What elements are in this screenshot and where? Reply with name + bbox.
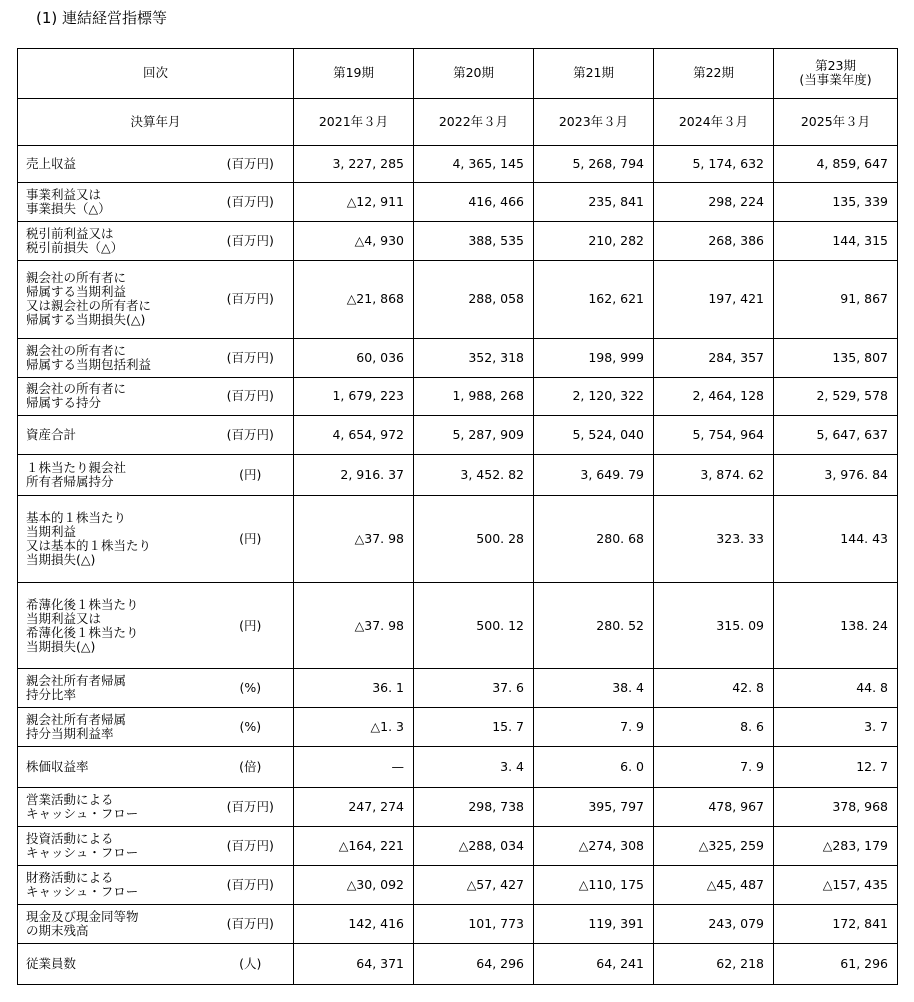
row-unit-label: (百万円): [208, 338, 294, 377]
value-cell: 172, 841: [774, 904, 898, 943]
value-cell: 37. 6: [414, 669, 534, 708]
value-cell: 138. 24: [774, 582, 898, 668]
table-body: [18, 49, 898, 985]
table-row: [18, 496, 898, 582]
value-cell: 5, 754, 964: [654, 416, 774, 455]
table-row: [18, 416, 898, 455]
value-cell: 91, 867: [774, 260, 898, 338]
value-cell: 268, 386: [654, 221, 774, 260]
value-cell: 6. 0: [534, 747, 654, 788]
value-cell: 1, 679, 223: [294, 377, 414, 416]
value-cell: △325, 259: [654, 827, 774, 866]
value-cell: 388, 535: [414, 221, 534, 260]
row-unit-label: (百万円): [208, 260, 294, 338]
value-cell: 62, 218: [654, 943, 774, 984]
value-cell: 8. 6: [654, 708, 774, 747]
row-unit-label: (百万円): [208, 865, 294, 904]
value-cell: △57, 427: [414, 865, 534, 904]
value-cell: 5, 647, 637: [774, 416, 898, 455]
table-row: [18, 788, 898, 827]
header-period-20: 第20期: [414, 49, 534, 99]
header-period-22: 第22期: [654, 49, 774, 99]
row-item-label: 現金及び現金同等物 の期末残高: [18, 904, 208, 943]
value-cell: 135, 807: [774, 338, 898, 377]
header-date-21: 2023年３月: [534, 98, 654, 146]
row-unit-label: (倍): [208, 747, 294, 788]
value-cell: 162, 621: [534, 260, 654, 338]
row-item-label: 親会社の所有者に 帰属する当期利益 又は親会社の所有者に 帰属する当期損失(△): [18, 260, 208, 338]
row-item-label: 基本的１株当たり 当期利益 又は基本的１株当たり 当期損失(△): [18, 496, 208, 582]
section-heading: (1) 連結経営指標等: [36, 9, 168, 27]
value-cell: 144. 43: [774, 496, 898, 582]
table-row: [18, 221, 898, 260]
row-item-label: 資産合計: [18, 416, 208, 455]
row-unit-label: (%): [208, 669, 294, 708]
header-period-23: 第23期 (当事業年度): [774, 49, 898, 99]
value-cell: 4, 859, 647: [774, 146, 898, 183]
value-cell: 15. 7: [414, 708, 534, 747]
value-cell: 3, 452. 82: [414, 455, 534, 496]
row-unit-label: (百万円): [208, 416, 294, 455]
table-row: [18, 669, 898, 708]
value-cell: 2, 916. 37: [294, 455, 414, 496]
value-cell: 5, 287, 909: [414, 416, 534, 455]
header-label-date: 決算年月: [18, 98, 294, 146]
row-item-label: 親会社の所有者に 帰属する当期包括利益: [18, 338, 208, 377]
value-cell: 144, 315: [774, 221, 898, 260]
row-unit-label: (円): [208, 582, 294, 668]
value-cell: 500. 28: [414, 496, 534, 582]
value-cell: 3. 7: [774, 708, 898, 747]
value-cell: 352, 318: [414, 338, 534, 377]
value-cell: 44. 8: [774, 669, 898, 708]
value-cell: △274, 308: [534, 827, 654, 866]
value-cell: 36. 1: [294, 669, 414, 708]
value-cell: △37. 98: [294, 582, 414, 668]
table-row: [18, 582, 898, 668]
value-cell: 395, 797: [534, 788, 654, 827]
value-cell: 378, 968: [774, 788, 898, 827]
row-item-label: 財務活動による キャッシュ・フロー: [18, 865, 208, 904]
value-cell: △12, 911: [294, 182, 414, 221]
row-item-label: 売上収益: [18, 146, 208, 183]
header-period-21: 第21期: [534, 49, 654, 99]
value-cell: △37. 98: [294, 496, 414, 582]
row-unit-label: (百万円): [208, 904, 294, 943]
value-cell: 4, 654, 972: [294, 416, 414, 455]
value-cell: 416, 466: [414, 182, 534, 221]
table-row: [18, 455, 898, 496]
table-row: [18, 904, 898, 943]
consolidated-indicators-table: [17, 48, 898, 985]
value-cell: 4, 365, 145: [414, 146, 534, 183]
row-unit-label: (百万円): [208, 146, 294, 183]
value-cell: 247, 274: [294, 788, 414, 827]
value-cell: 12. 7: [774, 747, 898, 788]
value-cell: △164, 221: [294, 827, 414, 866]
value-cell: 3, 649. 79: [534, 455, 654, 496]
row-item-label: 税引前利益又は 税引前損失（△）: [18, 221, 208, 260]
value-cell: 64, 371: [294, 943, 414, 984]
value-cell: 1, 988, 268: [414, 377, 534, 416]
value-cell: △21, 868: [294, 260, 414, 338]
value-cell: 478, 967: [654, 788, 774, 827]
value-cell: 3, 976. 84: [774, 455, 898, 496]
row-unit-label: (%): [208, 708, 294, 747]
table-row: [18, 708, 898, 747]
value-cell: 60, 036: [294, 338, 414, 377]
value-cell: 101, 773: [414, 904, 534, 943]
value-cell: 280. 68: [534, 496, 654, 582]
value-cell: 284, 357: [654, 338, 774, 377]
row-unit-label: (人): [208, 943, 294, 984]
value-cell: 315. 09: [654, 582, 774, 668]
row-unit-label: (百万円): [208, 788, 294, 827]
value-cell: 198, 999: [534, 338, 654, 377]
value-cell: 210, 282: [534, 221, 654, 260]
value-cell: △288, 034: [414, 827, 534, 866]
value-cell: 61, 296: [774, 943, 898, 984]
row-item-label: 株価収益率: [18, 747, 208, 788]
value-cell: 323. 33: [654, 496, 774, 582]
value-cell: 5, 174, 632: [654, 146, 774, 183]
row-item-label: 親会社所有者帰属 持分比率: [18, 669, 208, 708]
row-item-label: 投資活動による キャッシュ・フロー: [18, 827, 208, 866]
table-row: [18, 747, 898, 788]
row-item-label: 営業活動による キャッシュ・フロー: [18, 788, 208, 827]
value-cell: △1. 3: [294, 708, 414, 747]
table-row: [18, 338, 898, 377]
value-cell: 235, 841: [534, 182, 654, 221]
value-cell: △45, 487: [654, 865, 774, 904]
value-cell: 7. 9: [534, 708, 654, 747]
table-row: [18, 182, 898, 221]
value-cell: 243, 079: [654, 904, 774, 943]
value-cell: 64, 241: [534, 943, 654, 984]
row-item-label: 従業員数: [18, 943, 208, 984]
value-cell: 64, 296: [414, 943, 534, 984]
value-cell: △110, 175: [534, 865, 654, 904]
value-cell: 288, 058: [414, 260, 534, 338]
value-cell: 3, 227, 285: [294, 146, 414, 183]
row-unit-label: (円): [208, 496, 294, 582]
row-item-label: 事業利益又は 事業損失（△）: [18, 182, 208, 221]
header-date-20: 2022年３月: [414, 98, 534, 146]
value-cell: 197, 421: [654, 260, 774, 338]
value-cell: 2, 464, 128: [654, 377, 774, 416]
value-cell: 142, 416: [294, 904, 414, 943]
row-unit-label: (百万円): [208, 377, 294, 416]
table-row: [18, 827, 898, 866]
row-unit-label: (百万円): [208, 221, 294, 260]
row-item-label: 親会社所有者帰属 持分当期利益率: [18, 708, 208, 747]
value-cell: 7. 9: [654, 747, 774, 788]
value-cell: 119, 391: [534, 904, 654, 943]
value-cell: 38. 4: [534, 669, 654, 708]
row-unit-label: (円): [208, 455, 294, 496]
header-date-23: 2025年３月: [774, 98, 898, 146]
value-cell: 500. 12: [414, 582, 534, 668]
value-cell: 298, 224: [654, 182, 774, 221]
value-cell: 280. 52: [534, 582, 654, 668]
value-cell: 3. 4: [414, 747, 534, 788]
table-row: [18, 146, 898, 183]
value-cell: 2, 529, 578: [774, 377, 898, 416]
table-row: [18, 865, 898, 904]
row-unit-label: (百万円): [208, 182, 294, 221]
header-period-19: 第19期: [294, 49, 414, 99]
value-cell: 42. 8: [654, 669, 774, 708]
header-date-22: 2024年３月: [654, 98, 774, 146]
value-cell: 2, 120, 322: [534, 377, 654, 416]
table-row: [18, 943, 898, 984]
value-cell: 135, 339: [774, 182, 898, 221]
value-cell: 5, 524, 040: [534, 416, 654, 455]
value-cell: 298, 738: [414, 788, 534, 827]
row-unit-label: (百万円): [208, 827, 294, 866]
header-row-date: [18, 98, 898, 146]
row-item-label: １株当たり親会社 所有者帰属持分: [18, 455, 208, 496]
row-item-label: 親会社の所有者に 帰属する持分: [18, 377, 208, 416]
value-cell: 5, 268, 794: [534, 146, 654, 183]
value-cell: —: [294, 747, 414, 788]
value-cell: △30, 092: [294, 865, 414, 904]
value-cell: △283, 179: [774, 827, 898, 866]
value-cell: △4, 930: [294, 221, 414, 260]
row-item-label: 希薄化後１株当たり 当期利益又は 希薄化後１株当たり 当期損失(△): [18, 582, 208, 668]
header-date-19: 2021年３月: [294, 98, 414, 146]
table-row: [18, 377, 898, 416]
value-cell: 3, 874. 62: [654, 455, 774, 496]
header-label-period: 回次: [18, 49, 294, 99]
header-row-period: [18, 49, 898, 99]
table-row: [18, 260, 898, 338]
value-cell: △157, 435: [774, 865, 898, 904]
